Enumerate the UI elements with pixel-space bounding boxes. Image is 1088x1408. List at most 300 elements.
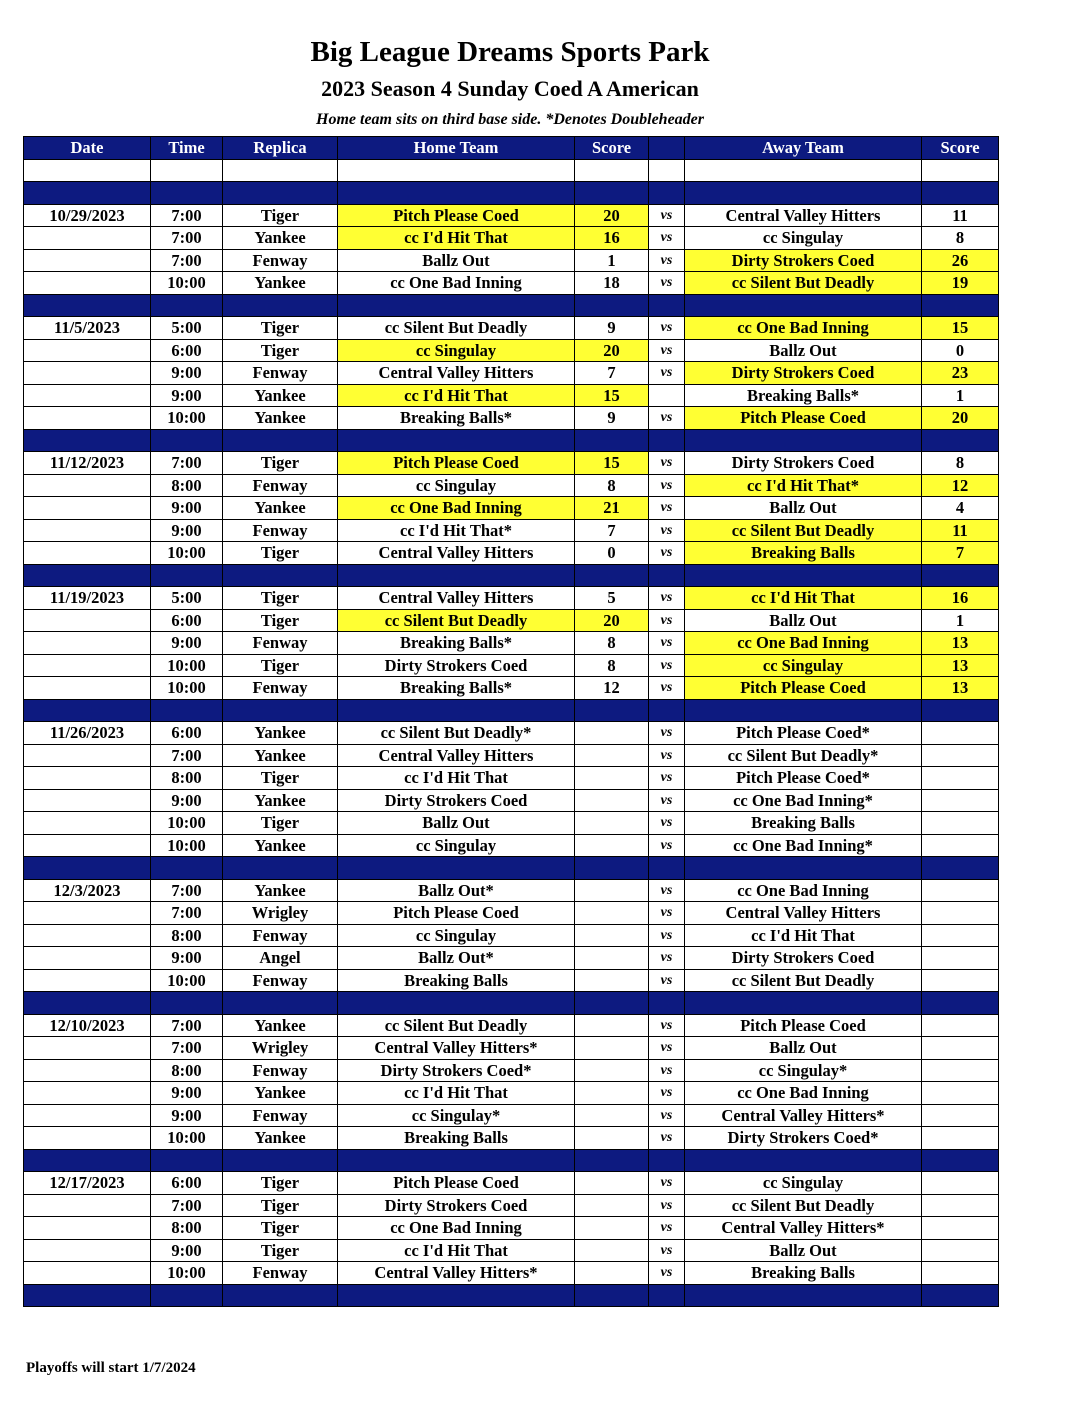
- away-team: Pitch Please Coed: [685, 1014, 922, 1037]
- home-score: [575, 744, 649, 767]
- game-row: [24, 834, 999, 857]
- vs-label: vs: [649, 1262, 685, 1285]
- vs-label: vs: [649, 677, 685, 700]
- away-team: cc I'd Hit That: [685, 924, 922, 947]
- col-header-home-team: Home Team: [338, 137, 575, 160]
- game-replica-field: Tiger: [223, 1172, 338, 1195]
- game-date: [24, 969, 151, 992]
- game-date: 12/17/2023: [24, 1172, 151, 1195]
- game-row: [24, 879, 999, 902]
- vs-label: vs: [649, 1217, 685, 1240]
- vs-label: vs: [649, 744, 685, 767]
- away-score: 20: [922, 407, 999, 430]
- away-team: cc One Bad Inning: [685, 1082, 922, 1105]
- game-time: 7:00: [151, 744, 223, 767]
- game-time: 8:00: [151, 474, 223, 497]
- away-score: [922, 1239, 999, 1262]
- playoffs-note: Playoffs will start 1/7/2024: [26, 1360, 196, 1376]
- home-team: cc One Bad Inning: [338, 1217, 575, 1240]
- away-team: cc Silent But Deadly: [685, 1194, 922, 1217]
- away-team: Pitch Please Coed*: [685, 767, 922, 790]
- away-team: cc Silent But Deadly: [685, 519, 922, 542]
- game-date: 11/19/2023: [24, 587, 151, 610]
- away-score: [922, 1127, 999, 1150]
- game-date: 11/5/2023: [24, 317, 151, 340]
- away-team: cc One Bad Inning: [685, 879, 922, 902]
- game-time: 10:00: [151, 654, 223, 677]
- game-date: [24, 609, 151, 632]
- game-row: [24, 474, 999, 497]
- game-replica-field: Fenway: [223, 1059, 338, 1082]
- away-score: 23: [922, 362, 999, 385]
- game-replica-field: Yankee: [223, 834, 338, 857]
- away-score: [922, 722, 999, 745]
- home-team: Dirty Strokers Coed: [338, 1194, 575, 1217]
- game-time: 9:00: [151, 519, 223, 542]
- home-score: [575, 1194, 649, 1217]
- vs-label: vs: [649, 1104, 685, 1127]
- game-replica-field: Yankee: [223, 1127, 338, 1150]
- schedule-note: Home team sits on third base side. *Denotes Doubleheader: [316, 111, 704, 128]
- home-team: cc Singulay: [338, 924, 575, 947]
- away-team: cc One Bad Inning: [685, 317, 922, 340]
- game-date: [24, 542, 151, 565]
- game-time: 10:00: [151, 1127, 223, 1150]
- game-time: 9:00: [151, 1082, 223, 1105]
- game-time: 10:00: [151, 812, 223, 835]
- vs-label: vs: [649, 317, 685, 340]
- game-date: [24, 474, 151, 497]
- game-row: [24, 632, 999, 655]
- home-score: [575, 1262, 649, 1285]
- vs-label: vs: [649, 452, 685, 475]
- game-row: [24, 767, 999, 790]
- game-replica-field: Yankee: [223, 1014, 338, 1037]
- game-row: [24, 1037, 999, 1060]
- home-score: 15: [575, 452, 649, 475]
- game-row: [24, 789, 999, 812]
- game-row: [24, 519, 999, 542]
- game-replica-field: Fenway: [223, 474, 338, 497]
- away-team: Breaking Balls*: [685, 384, 922, 407]
- away-team: Central Valley Hitters: [685, 902, 922, 925]
- away-score: [922, 1104, 999, 1127]
- home-team: cc Singulay: [338, 474, 575, 497]
- game-time: 6:00: [151, 722, 223, 745]
- vs-label: vs: [649, 362, 685, 385]
- away-score: [922, 1014, 999, 1037]
- game-date: [24, 519, 151, 542]
- game-replica-field: Yankee: [223, 879, 338, 902]
- game-date: [24, 677, 151, 700]
- home-score: 8: [575, 654, 649, 677]
- game-row: [24, 407, 999, 430]
- game-replica-field: Tiger: [223, 609, 338, 632]
- game-replica-field: Tiger: [223, 1194, 338, 1217]
- home-team: cc Singulay: [338, 339, 575, 362]
- home-score: [575, 1014, 649, 1037]
- game-time: 7:00: [151, 204, 223, 227]
- game-time: 5:00: [151, 587, 223, 610]
- game-replica-field: Yankee: [223, 1082, 338, 1105]
- away-team: cc I'd Hit That: [685, 587, 922, 610]
- game-date: [24, 902, 151, 925]
- away-score: 13: [922, 654, 999, 677]
- game-time: 9:00: [151, 384, 223, 407]
- home-score: [575, 789, 649, 812]
- home-score: [575, 947, 649, 970]
- vs-label: vs: [649, 767, 685, 790]
- game-time: 9:00: [151, 1239, 223, 1262]
- game-row: [24, 722, 999, 745]
- game-row: [24, 609, 999, 632]
- game-replica-field: Yankee: [223, 722, 338, 745]
- game-row: [24, 227, 999, 250]
- game-date: [24, 339, 151, 362]
- home-team: Pitch Please Coed: [338, 1172, 575, 1195]
- away-team: Dirty Strokers Coed: [685, 947, 922, 970]
- game-replica-field: Yankee: [223, 407, 338, 430]
- game-row: [24, 339, 999, 362]
- home-team: Breaking Balls*: [338, 407, 575, 430]
- game-date: [24, 632, 151, 655]
- away-score: 15: [922, 317, 999, 340]
- week-separator: [24, 699, 999, 722]
- home-team: cc I'd Hit That: [338, 1082, 575, 1105]
- game-replica-field: Tiger: [223, 654, 338, 677]
- col-header-home-score: Score: [575, 137, 649, 160]
- home-team: Ballz Out: [338, 812, 575, 835]
- game-time: 10:00: [151, 834, 223, 857]
- away-score: 11: [922, 204, 999, 227]
- game-date: [24, 1262, 151, 1285]
- game-date: [24, 272, 151, 295]
- vs-label: vs: [649, 272, 685, 295]
- vs-label: vs: [649, 969, 685, 992]
- home-team: Breaking Balls*: [338, 632, 575, 655]
- home-score: 7: [575, 362, 649, 385]
- home-score: [575, 969, 649, 992]
- home-team: cc I'd Hit That: [338, 384, 575, 407]
- game-row: [24, 744, 999, 767]
- vs-label: vs: [649, 519, 685, 542]
- away-score: [922, 1082, 999, 1105]
- game-time: 7:00: [151, 1014, 223, 1037]
- col-header-time: Time: [151, 137, 223, 160]
- home-team: Pitch Please Coed: [338, 902, 575, 925]
- game-time: 9:00: [151, 497, 223, 520]
- game-replica-field: Fenway: [223, 632, 338, 655]
- away-team: Ballz Out: [685, 1239, 922, 1262]
- away-score: [922, 947, 999, 970]
- home-team: Breaking Balls: [338, 969, 575, 992]
- game-replica-field: Yankee: [223, 384, 338, 407]
- away-team: Dirty Strokers Coed: [685, 452, 922, 475]
- schedule-body: [24, 159, 999, 1307]
- game-replica-field: Yankee: [223, 744, 338, 767]
- week-separator: [24, 294, 999, 317]
- away-team: Breaking Balls: [685, 812, 922, 835]
- game-row: [24, 317, 999, 340]
- home-score: 20: [575, 204, 649, 227]
- home-team: cc I'd Hit That: [338, 767, 575, 790]
- game-time: 7:00: [151, 1194, 223, 1217]
- game-time: 8:00: [151, 1059, 223, 1082]
- game-time: 9:00: [151, 632, 223, 655]
- away-score: 12: [922, 474, 999, 497]
- game-date: [24, 834, 151, 857]
- home-score: 21: [575, 497, 649, 520]
- game-row: [24, 677, 999, 700]
- home-team: Central Valley Hitters*: [338, 1037, 575, 1060]
- home-score: [575, 834, 649, 857]
- game-row: [24, 1082, 999, 1105]
- away-team: Ballz Out: [685, 497, 922, 520]
- away-score: [922, 969, 999, 992]
- season-subtitle: 2023 Season 4 Sunday Coed A American: [321, 76, 699, 101]
- game-time: 8:00: [151, 1217, 223, 1240]
- home-team: Breaking Balls*: [338, 677, 575, 700]
- away-team: cc Singulay: [685, 654, 922, 677]
- vs-label: vs: [649, 227, 685, 250]
- vs-label: vs: [649, 497, 685, 520]
- vs-label: vs: [649, 654, 685, 677]
- vs-label: vs: [649, 474, 685, 497]
- home-score: 18: [575, 272, 649, 295]
- away-score: 11: [922, 519, 999, 542]
- home-score: [575, 767, 649, 790]
- game-replica-field: Wrigley: [223, 902, 338, 925]
- away-score: 8: [922, 452, 999, 475]
- away-score: [922, 1037, 999, 1060]
- game-replica-field: Fenway: [223, 924, 338, 947]
- away-team: Dirty Strokers Coed*: [685, 1127, 922, 1150]
- away-team: Dirty Strokers Coed: [685, 249, 922, 272]
- away-score: 4: [922, 497, 999, 520]
- away-team: Ballz Out: [685, 339, 922, 362]
- game-row: [24, 384, 999, 407]
- home-team: cc Silent But Deadly: [338, 1014, 575, 1037]
- away-team: Pitch Please Coed: [685, 407, 922, 430]
- away-score: 7: [922, 542, 999, 565]
- game-replica-field: Tiger: [223, 767, 338, 790]
- game-time: 7:00: [151, 879, 223, 902]
- home-score: 9: [575, 317, 649, 340]
- game-time: 7:00: [151, 1037, 223, 1060]
- game-row: [24, 947, 999, 970]
- home-score: [575, 924, 649, 947]
- away-score: 26: [922, 249, 999, 272]
- home-score: [575, 1217, 649, 1240]
- home-team: Central Valley Hitters: [338, 744, 575, 767]
- home-score: 15: [575, 384, 649, 407]
- home-score: [575, 812, 649, 835]
- home-team: Breaking Balls: [338, 1127, 575, 1150]
- home-score: 12: [575, 677, 649, 700]
- game-time: 9:00: [151, 947, 223, 970]
- game-replica-field: Tiger: [223, 204, 338, 227]
- home-team: Ballz Out*: [338, 947, 575, 970]
- week-separator: [24, 564, 999, 587]
- away-team: cc One Bad Inning: [685, 632, 922, 655]
- game-time: 10:00: [151, 272, 223, 295]
- home-team: cc One Bad Inning: [338, 272, 575, 295]
- home-score: 16: [575, 227, 649, 250]
- home-team: cc Silent But Deadly: [338, 609, 575, 632]
- game-row: [24, 1262, 999, 1285]
- game-row: [24, 1194, 999, 1217]
- game-date: [24, 1239, 151, 1262]
- away-score: [922, 767, 999, 790]
- game-date: [24, 767, 151, 790]
- vs-label: vs: [649, 204, 685, 227]
- game-row: [24, 1127, 999, 1150]
- game-date: [24, 1127, 151, 1150]
- game-replica-field: Fenway: [223, 519, 338, 542]
- home-team: cc Singulay: [338, 834, 575, 857]
- home-score: [575, 1104, 649, 1127]
- away-score: 16: [922, 587, 999, 610]
- game-date: [24, 1194, 151, 1217]
- away-score: 13: [922, 677, 999, 700]
- home-team: cc I'd Hit That: [338, 1239, 575, 1262]
- home-score: 8: [575, 632, 649, 655]
- game-time: 10:00: [151, 969, 223, 992]
- away-score: 19: [922, 272, 999, 295]
- vs-label: vs: [649, 407, 685, 430]
- away-team: Ballz Out: [685, 609, 922, 632]
- game-date: 10/29/2023: [24, 204, 151, 227]
- away-team: cc I'd Hit That*: [685, 474, 922, 497]
- away-team: cc Singulay*: [685, 1059, 922, 1082]
- col-header-replica: Replica: [223, 137, 338, 160]
- vs-label: vs: [649, 1194, 685, 1217]
- home-score: [575, 1037, 649, 1060]
- home-score: [575, 1082, 649, 1105]
- away-team: cc One Bad Inning*: [685, 789, 922, 812]
- game-row: [24, 924, 999, 947]
- game-date: 11/12/2023: [24, 452, 151, 475]
- home-team: cc I'd Hit That: [338, 227, 575, 250]
- game-row: [24, 1239, 999, 1262]
- game-row: [24, 497, 999, 520]
- away-team: cc One Bad Inning*: [685, 834, 922, 857]
- home-score: [575, 902, 649, 925]
- game-replica-field: Yankee: [223, 497, 338, 520]
- game-time: 9:00: [151, 1104, 223, 1127]
- home-score: [575, 879, 649, 902]
- game-replica-field: Tiger: [223, 812, 338, 835]
- vs-label: vs: [649, 902, 685, 925]
- game-time: 10:00: [151, 1262, 223, 1285]
- game-date: [24, 1104, 151, 1127]
- game-date: 12/10/2023: [24, 1014, 151, 1037]
- vs-label: vs: [649, 722, 685, 745]
- game-replica-field: Fenway: [223, 1262, 338, 1285]
- away-score: [922, 924, 999, 947]
- game-time: 6:00: [151, 339, 223, 362]
- away-score: [922, 1217, 999, 1240]
- vs-label: vs: [649, 812, 685, 835]
- away-score: [922, 879, 999, 902]
- blank-row: [24, 159, 999, 182]
- game-row: [24, 1172, 999, 1195]
- week-separator: [24, 992, 999, 1015]
- game-date: [24, 1059, 151, 1082]
- col-header-away-score: Score: [922, 137, 999, 160]
- game-row: [24, 1014, 999, 1037]
- game-date: [24, 362, 151, 385]
- away-team: Pitch Please Coed*: [685, 722, 922, 745]
- away-team: Ballz Out: [685, 1037, 922, 1060]
- game-replica-field: Yankee: [223, 272, 338, 295]
- game-date: [24, 812, 151, 835]
- home-team: Ballz Out: [338, 249, 575, 272]
- home-score: 8: [575, 474, 649, 497]
- week-separator: [24, 857, 999, 880]
- home-score: [575, 1172, 649, 1195]
- game-date: [24, 249, 151, 272]
- game-row: [24, 654, 999, 677]
- game-date: 12/3/2023: [24, 879, 151, 902]
- game-replica-field: Tiger: [223, 317, 338, 340]
- home-team: Central Valley Hitters*: [338, 1262, 575, 1285]
- home-team: Pitch Please Coed: [338, 452, 575, 475]
- game-time: 10:00: [151, 407, 223, 430]
- game-row: [24, 204, 999, 227]
- game-date: 11/26/2023: [24, 722, 151, 745]
- away-team: cc Singulay: [685, 227, 922, 250]
- away-score: [922, 1194, 999, 1217]
- home-team: Dirty Strokers Coed*: [338, 1059, 575, 1082]
- week-separator: [24, 1284, 999, 1307]
- away-team: Central Valley Hitters*: [685, 1217, 922, 1240]
- home-team: cc Silent But Deadly*: [338, 722, 575, 745]
- game-replica-field: Fenway: [223, 969, 338, 992]
- home-team: cc I'd Hit That*: [338, 519, 575, 542]
- away-score: 1: [922, 609, 999, 632]
- vs-label: vs: [649, 947, 685, 970]
- game-time: 8:00: [151, 924, 223, 947]
- game-replica-field: Tiger: [223, 542, 338, 565]
- game-time: 7:00: [151, 227, 223, 250]
- vs-label: vs: [649, 879, 685, 902]
- vs-label: vs: [649, 587, 685, 610]
- game-replica-field: Yankee: [223, 227, 338, 250]
- home-score: [575, 1059, 649, 1082]
- away-team: Central Valley Hitters*: [685, 1104, 922, 1127]
- vs-label: vs: [649, 789, 685, 812]
- away-team: Breaking Balls: [685, 1262, 922, 1285]
- vs-label: vs: [649, 339, 685, 362]
- home-team: cc Silent But Deadly: [338, 317, 575, 340]
- home-team: Dirty Strokers Coed: [338, 654, 575, 677]
- away-team: Central Valley Hitters: [685, 204, 922, 227]
- away-team: cc Silent But Deadly: [685, 969, 922, 992]
- game-row: [24, 1217, 999, 1240]
- home-score: 7: [575, 519, 649, 542]
- home-team: Pitch Please Coed: [338, 204, 575, 227]
- game-replica-field: Angel: [223, 947, 338, 970]
- game-time: 6:00: [151, 609, 223, 632]
- game-replica-field: Tiger: [223, 1239, 338, 1262]
- week-separator: [24, 182, 999, 205]
- game-replica-field: Tiger: [223, 339, 338, 362]
- page-title: Big League Dreams Sports Park: [310, 36, 710, 68]
- game-replica-field: Tiger: [223, 452, 338, 475]
- vs-label: vs: [649, 1127, 685, 1150]
- col-header-away-team: Away Team: [685, 137, 922, 160]
